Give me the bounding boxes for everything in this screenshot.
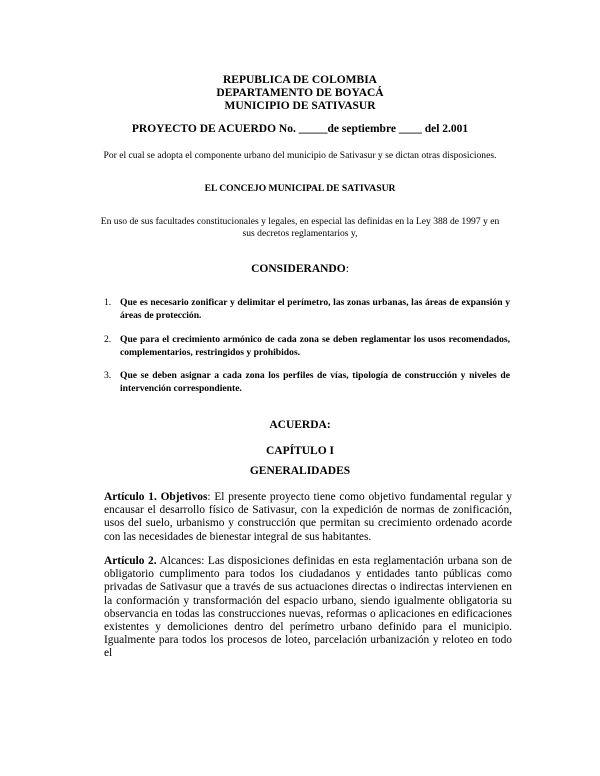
- article-2-label: Artículo 2.: [104, 555, 157, 567]
- list-item-number: 2.: [104, 334, 112, 345]
- header-department: DEPARTAMENTO DE BOYACÁ: [216, 87, 384, 99]
- considerando-label: CONSIDERANDO: [251, 263, 346, 275]
- council-heading: EL CONCEJO MUNICIPAL DE SATIVASUR: [204, 183, 396, 194]
- considerando-heading: [0, 263, 600, 275]
- list-item-text: Que para el crecimiento armónico de cada zona se deben reglamentar los usos recomendados, complementarios, restringidos y prohibidos.: [120, 334, 510, 358]
- intro-text: Por el cual se adopta el componente urbano del municipio de Sativasur y se dictan otras disposiciones.: [103, 150, 497, 161]
- list-item-text: Que se deben asignar a cada zona los perfiles de vías, tipología de construcción y niveles de intervención correspondiente.: [120, 370, 510, 394]
- document-header: [0, 74, 600, 113]
- article-1-name: Objetivos: [160, 491, 208, 503]
- list-item: [104, 334, 510, 359]
- header-country: REPUBLICA DE COLOMBIA: [223, 74, 377, 86]
- list-item: [104, 297, 510, 322]
- article-1-label: Artículo 1.: [104, 491, 157, 503]
- header-municipality: MUNICIPIO DE SATIVASUR: [224, 100, 376, 112]
- article-2-text: Alcances: Las disposiciones definidas en esta reglamentación urbana son de obligatorio cumplimento para todos los ciudadanos y entidades tanto públicas como privadas de Sativasur que a través de sus actuaciones directas o indirectas intervienen en la conformación y transformación del espacio urbano, siendo igualmente obligatoria su observancia en todas las construcciones nuevas, reformas o aplicaciones en edificaciones existentes y demoliciones dentro del perímetro urbano definido para el municipio. Igualmente para todos los procesos de loteo, parcelación urbanización y reloteo en todo el: [104, 555, 512, 660]
- considerando-colon: :: [345, 263, 349, 275]
- document-title: PROYECTO DE ACUERDO No. _____de septiembre ____ del 2.001: [131, 123, 469, 135]
- article-1: [104, 491, 512, 544]
- section-heading: GENERALIDADES: [249, 465, 351, 477]
- powers-statement: En uso de sus facultades constitucionales y legales, en especial las definidas en la Ley 388 de 1997 y en sus decretos reglamentarios y,: [100, 216, 500, 239]
- acuerda-heading: ACUERDA:: [269, 419, 331, 431]
- article-1-text: : El presente proyecto tiene como objetivo fundamental regular y encausar el desarrollo físico de Sativasur, con la expedición de normas de zonificación, usos del suelo, urbanismo y construcción que permitan su crecimiento ordenado acorde con las necesidades de bienestar integral de sus habitantes.: [104, 491, 512, 543]
- list-item-text: Que es necesario zonificar y delimitar el perímetro, las zonas urbanas, las áreas de expansión y áreas de protección.: [120, 297, 510, 321]
- list-item-number: 3.: [104, 370, 112, 381]
- list-item-number: 1.: [104, 297, 112, 308]
- list-item: [104, 370, 510, 395]
- chapter-heading: CAPÍTULO I: [265, 445, 335, 457]
- article-2: [104, 555, 512, 661]
